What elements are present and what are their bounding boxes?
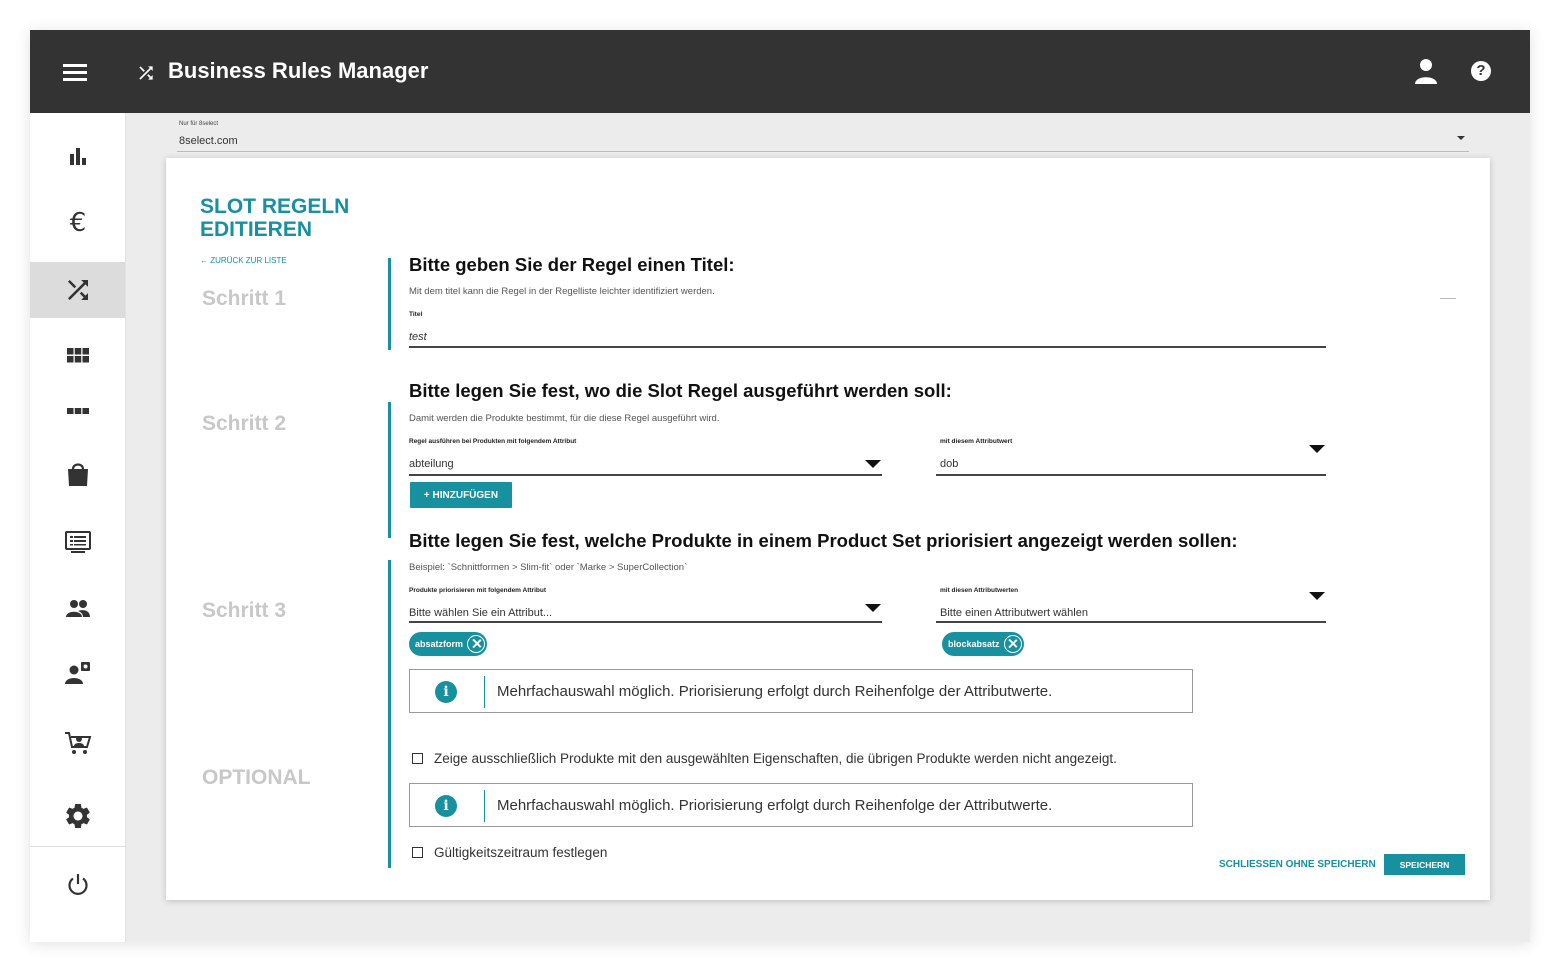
sidebar-item-lists[interactable]: [30, 514, 125, 570]
shop-filter-label: Nur für 8select: [179, 121, 219, 127]
checkbox-box[interactable]: [412, 847, 423, 858]
help-icon[interactable]: ?: [1471, 61, 1491, 81]
execute-attribute-label: Regel ausführen bei Produkten mit folgendem Attribut: [409, 438, 577, 445]
priority-value-underline: [936, 621, 1326, 623]
back-to-list-link[interactable]: ← ZURÜCK ZUR LISTE: [200, 256, 287, 265]
slots-icon: [63, 396, 93, 426]
attribute-value-chip[interactable]: [942, 632, 1024, 656]
show-only-matching-checkbox[interactable]: [412, 751, 1117, 766]
chevron-down-icon[interactable]: [1457, 136, 1465, 140]
sidebar-item-user-settings[interactable]: [30, 645, 125, 701]
title-field-label: Titel: [409, 311, 423, 318]
shop-filter-underline: [177, 151, 1469, 152]
minimize-icon[interactable]: [1440, 298, 1456, 299]
checkbox-box[interactable]: [412, 753, 423, 764]
sidebar: [30, 113, 126, 942]
user-settings-icon: [63, 658, 93, 688]
attribute-chip[interactable]: [409, 632, 487, 656]
app-window: [30, 30, 1530, 942]
dropdown-arrow-icon[interactable]: [1309, 592, 1325, 600]
people-icon: [63, 593, 93, 623]
save-button[interactable]: SPEICHERN: [1384, 854, 1465, 875]
sidebar-item-products[interactable]: [30, 446, 125, 502]
step-1-indicator: [388, 258, 391, 350]
title-input[interactable]: test: [409, 331, 427, 343]
optional-indicator: [388, 744, 391, 868]
execute-value-label: mit diesem Attributwert: [940, 438, 1013, 445]
sidebar-item-slots[interactable]: [30, 383, 125, 439]
execute-attribute-underline: [409, 474, 882, 476]
step-label-3: Schritt 3: [202, 599, 287, 622]
priority-attribute-label: Produkte priorisieren mit folgendem Attribut: [409, 587, 546, 594]
priority-value-select[interactable]: Bitte einen Attributwert wählen: [940, 607, 1088, 619]
info-text: Mehrfachauswahl möglich. Priorisierung erfolgt durch Reihenfolge der Attributwerte.: [497, 683, 1053, 700]
dropdown-arrow-icon[interactable]: [1309, 445, 1325, 453]
step-3-indicator: [388, 560, 391, 746]
page-title: SLOT REGELN EDITIEREN: [200, 195, 350, 241]
gear-icon: [63, 801, 93, 831]
info-separator: [484, 790, 485, 822]
step-label-1: Schritt 1: [202, 287, 287, 310]
attribute-value-chip-label: blockabsatz: [948, 639, 1000, 649]
checkbox-label: Gültigkeitszeitraum festlegen: [434, 845, 608, 860]
execute-attribute-select[interactable]: abteilung: [409, 458, 454, 470]
rule-editor-card: [166, 158, 1490, 900]
priority-value-label: mit diesen Attributwerten: [940, 587, 1019, 594]
priority-attribute-select[interactable]: Bitte wählen Sie ein Attribut...: [409, 607, 553, 619]
step-1-hint: Mit dem titel kann die Regel in der Regelliste leichter identifiziert werden.: [409, 286, 715, 297]
back-link-label: ZURÜCK ZUR LISTE: [210, 256, 287, 265]
close-icon[interactable]: [467, 635, 485, 653]
info-separator: [484, 676, 485, 708]
sidebar-item-shop-users[interactable]: [30, 715, 125, 771]
euro-icon: [63, 207, 93, 237]
dropdown-arrow-icon[interactable]: [865, 604, 881, 612]
info-box: [409, 783, 1193, 827]
info-icon: i: [435, 795, 457, 817]
user-icon[interactable]: [1414, 58, 1438, 84]
sidebar-divider: [30, 846, 125, 847]
app-title: Business Rules Manager: [168, 58, 429, 83]
execute-value-select[interactable]: dob: [940, 458, 959, 470]
dropdown-arrow-icon[interactable]: [865, 460, 881, 468]
execute-value-underline: [936, 474, 1326, 476]
close-icon[interactable]: [1004, 635, 1022, 653]
attribute-chip-label: absatzform: [415, 639, 464, 649]
sidebar-item-users[interactable]: [30, 580, 125, 636]
top-bar: [30, 30, 1530, 113]
svg-text:€: €: [69, 208, 86, 237]
step-2-hint: Damit werden die Produkte bestimmt, für die diese Regel ausgeführt wird.: [409, 413, 720, 424]
step-label-optional: OPTIONAL: [202, 766, 311, 789]
step-2-indicator: [388, 402, 391, 538]
close-without-saving-button[interactable]: SCHLIESSEN OHNE SPEICHERN: [1219, 859, 1376, 870]
sidebar-item-logout[interactable]: [30, 857, 125, 913]
shuffle-icon: [136, 63, 156, 83]
step-3-title: Bitte legen Sie fest, welche Produkte in einem Product Set priorisiert angezeigt werden sollen:: [409, 530, 1238, 551]
shuffle-icon: [63, 275, 93, 305]
info-box: [409, 669, 1193, 713]
add-condition-button[interactable]: + HINZUFÜGEN: [410, 482, 512, 508]
step-3-hint: Beispiel: `Schnittformen > Slim-fit` oder `Marke > SuperCollection`: [409, 562, 688, 573]
list-screen-icon: [63, 527, 93, 557]
info-icon: i: [435, 681, 457, 703]
hamburger-menu-icon[interactable]: [63, 64, 87, 80]
bar-chart-icon: [63, 142, 93, 172]
info-text: Mehrfachauswahl möglich. Priorisierung erfolgt durch Reihenfolge der Attributwerte.: [497, 797, 1053, 814]
sidebar-item-statistics[interactable]: [30, 129, 125, 185]
sidebar-item-business-rules[interactable]: [30, 262, 125, 318]
shopping-bag-icon: [63, 459, 93, 489]
sidebar-item-settings[interactable]: [30, 788, 125, 844]
step-1-title: Bitte geben Sie der Regel einen Titel:: [409, 254, 735, 275]
sidebar-item-revenue[interactable]: [30, 194, 125, 250]
cart-user-icon: [63, 728, 93, 758]
shop-filter-select[interactable]: 8select.com: [179, 135, 238, 147]
grid-icon: [63, 341, 93, 371]
power-icon: [63, 870, 93, 900]
sidebar-item-grid[interactable]: [30, 328, 125, 384]
priority-attribute-underline: [409, 621, 882, 623]
step-2-title: Bitte legen Sie fest, wo die Slot Regel ausgeführt werden soll:: [409, 380, 952, 401]
title-input-underline: [409, 346, 1326, 348]
validity-period-checkbox[interactable]: [412, 845, 607, 860]
checkbox-label: Zeige ausschließlich Produkte mit den ausgewählten Eigenschaften, die übrigen Produkte werden nicht angezeigt.: [434, 751, 1117, 766]
step-label-2: Schritt 2: [202, 412, 287, 435]
